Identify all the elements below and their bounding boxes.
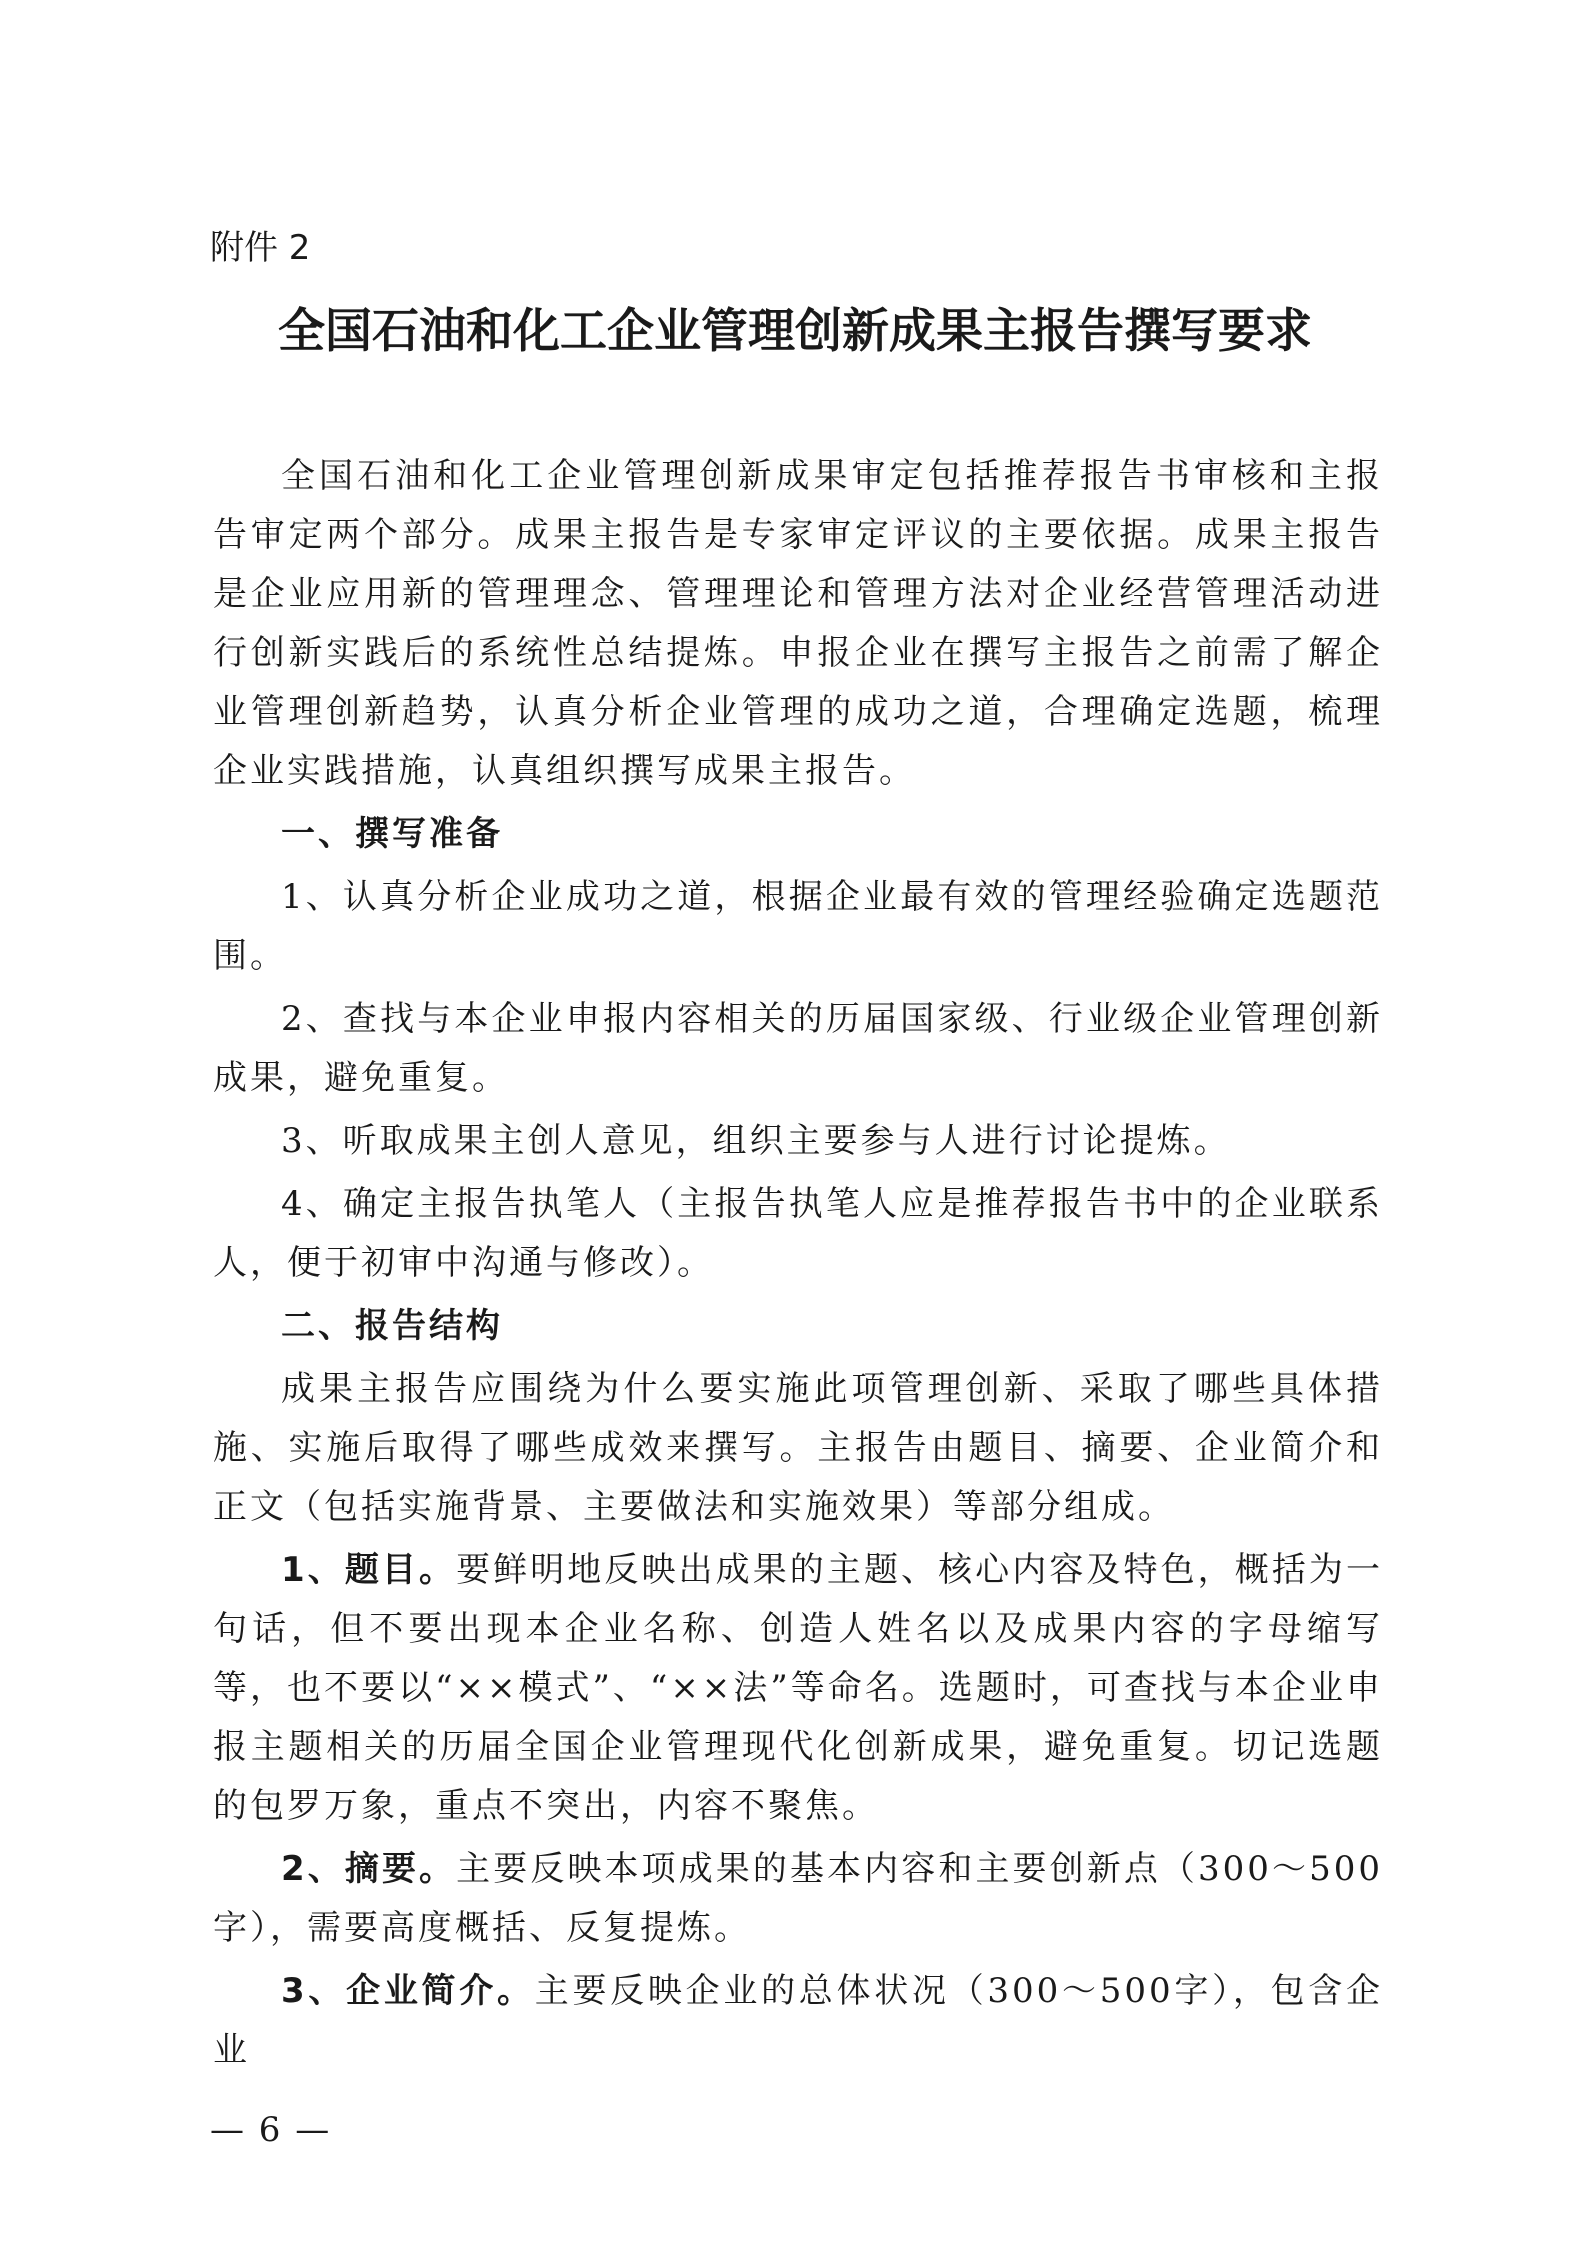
structure-intro-paragraph: 成果主报告应围绕为什么要实施此项管理创新、采取了哪些具体措施、实施后取得了哪些成效来撰写。主报告由题目、摘要、企业简介和正文（包括实施背景、主要做法和实施效果）等部分组成。	[213, 1369, 1383, 1527]
structure-item-company-profile-text: 主要反映企业的总体状况（300～500字），包含企业	[213, 1971, 1383, 2070]
structure-item-abstract	[213, 1840, 1383, 1958]
structure-item-title-text: 要鲜明地反映出成果的主题、核心内容及特色，概括为一句话，但不要出现本企业名称、创造人姓名以及成果内容的字母缩写等，也不要以“××模式”、“××法”等命名。选题时，可查找与本企业申报主题相关的历届全国企业管理现代化创新成果，避免重复。切记选题的包罗万象，重点不突出，内容不聚焦。	[213, 1550, 1383, 1826]
structure-item-abstract-text: 主要反映本项成果的基本内容和主要创新点（300～500字），需要高度概括、反复提炼。	[213, 1849, 1383, 1948]
structure-item-title	[213, 1541, 1383, 1836]
preparation-item-2: 2、查找与本企业申报内容相关的历届国家级、行业级企业管理创新成果，避免重复。	[213, 999, 1383, 1098]
section-heading-structure: 二、报告结构	[281, 1306, 503, 1346]
attachment-label: 附件 2	[210, 228, 311, 268]
structure-item-company-profile	[213, 1962, 1383, 2080]
preparation-item-3: 3、听取成果主创人意见，组织主要参与人进行讨论提炼。	[281, 1121, 1231, 1161]
document-title: 全国石油和化工企业管理创新成果主报告撰写要求	[278, 304, 1312, 359]
preparation-item-4: 4、确定主报告执笔人（主报告执笔人应是推荐报告书中的企业联系人，便于初审中沟通与修改）。	[213, 1184, 1383, 1283]
structure-item-company-profile-lead: 3、企业简介。	[281, 1971, 535, 2011]
page-number: — 6 —	[210, 2110, 332, 2150]
section-heading-preparation: 一、撰写准备	[281, 814, 503, 854]
intro-paragraph: 全国石油和化工企业管理创新成果审定包括推荐报告书审核和主报告审定两个部分。成果主报告是专家审定评议的主要依据。成果主报告是企业应用新的管理理念、管理理论和管理方法对企业经营管理活动进行创新实践后的系统性总结提炼。申报企业在撰写主报告之前需了解企业管理创新趋势，认真分析企业管理的成功之道，合理确定选题，梳理企业实践措施，认真组织撰写成果主报告。	[213, 456, 1383, 791]
structure-item-abstract-lead: 2、摘要。	[281, 1849, 457, 1889]
preparation-item-1: 1、认真分析企业成功之道，根据企业最有效的管理经验确定选题范围。	[213, 877, 1383, 976]
structure-item-title-lead: 1、题目。	[281, 1550, 457, 1590]
document-body	[213, 447, 1383, 2080]
